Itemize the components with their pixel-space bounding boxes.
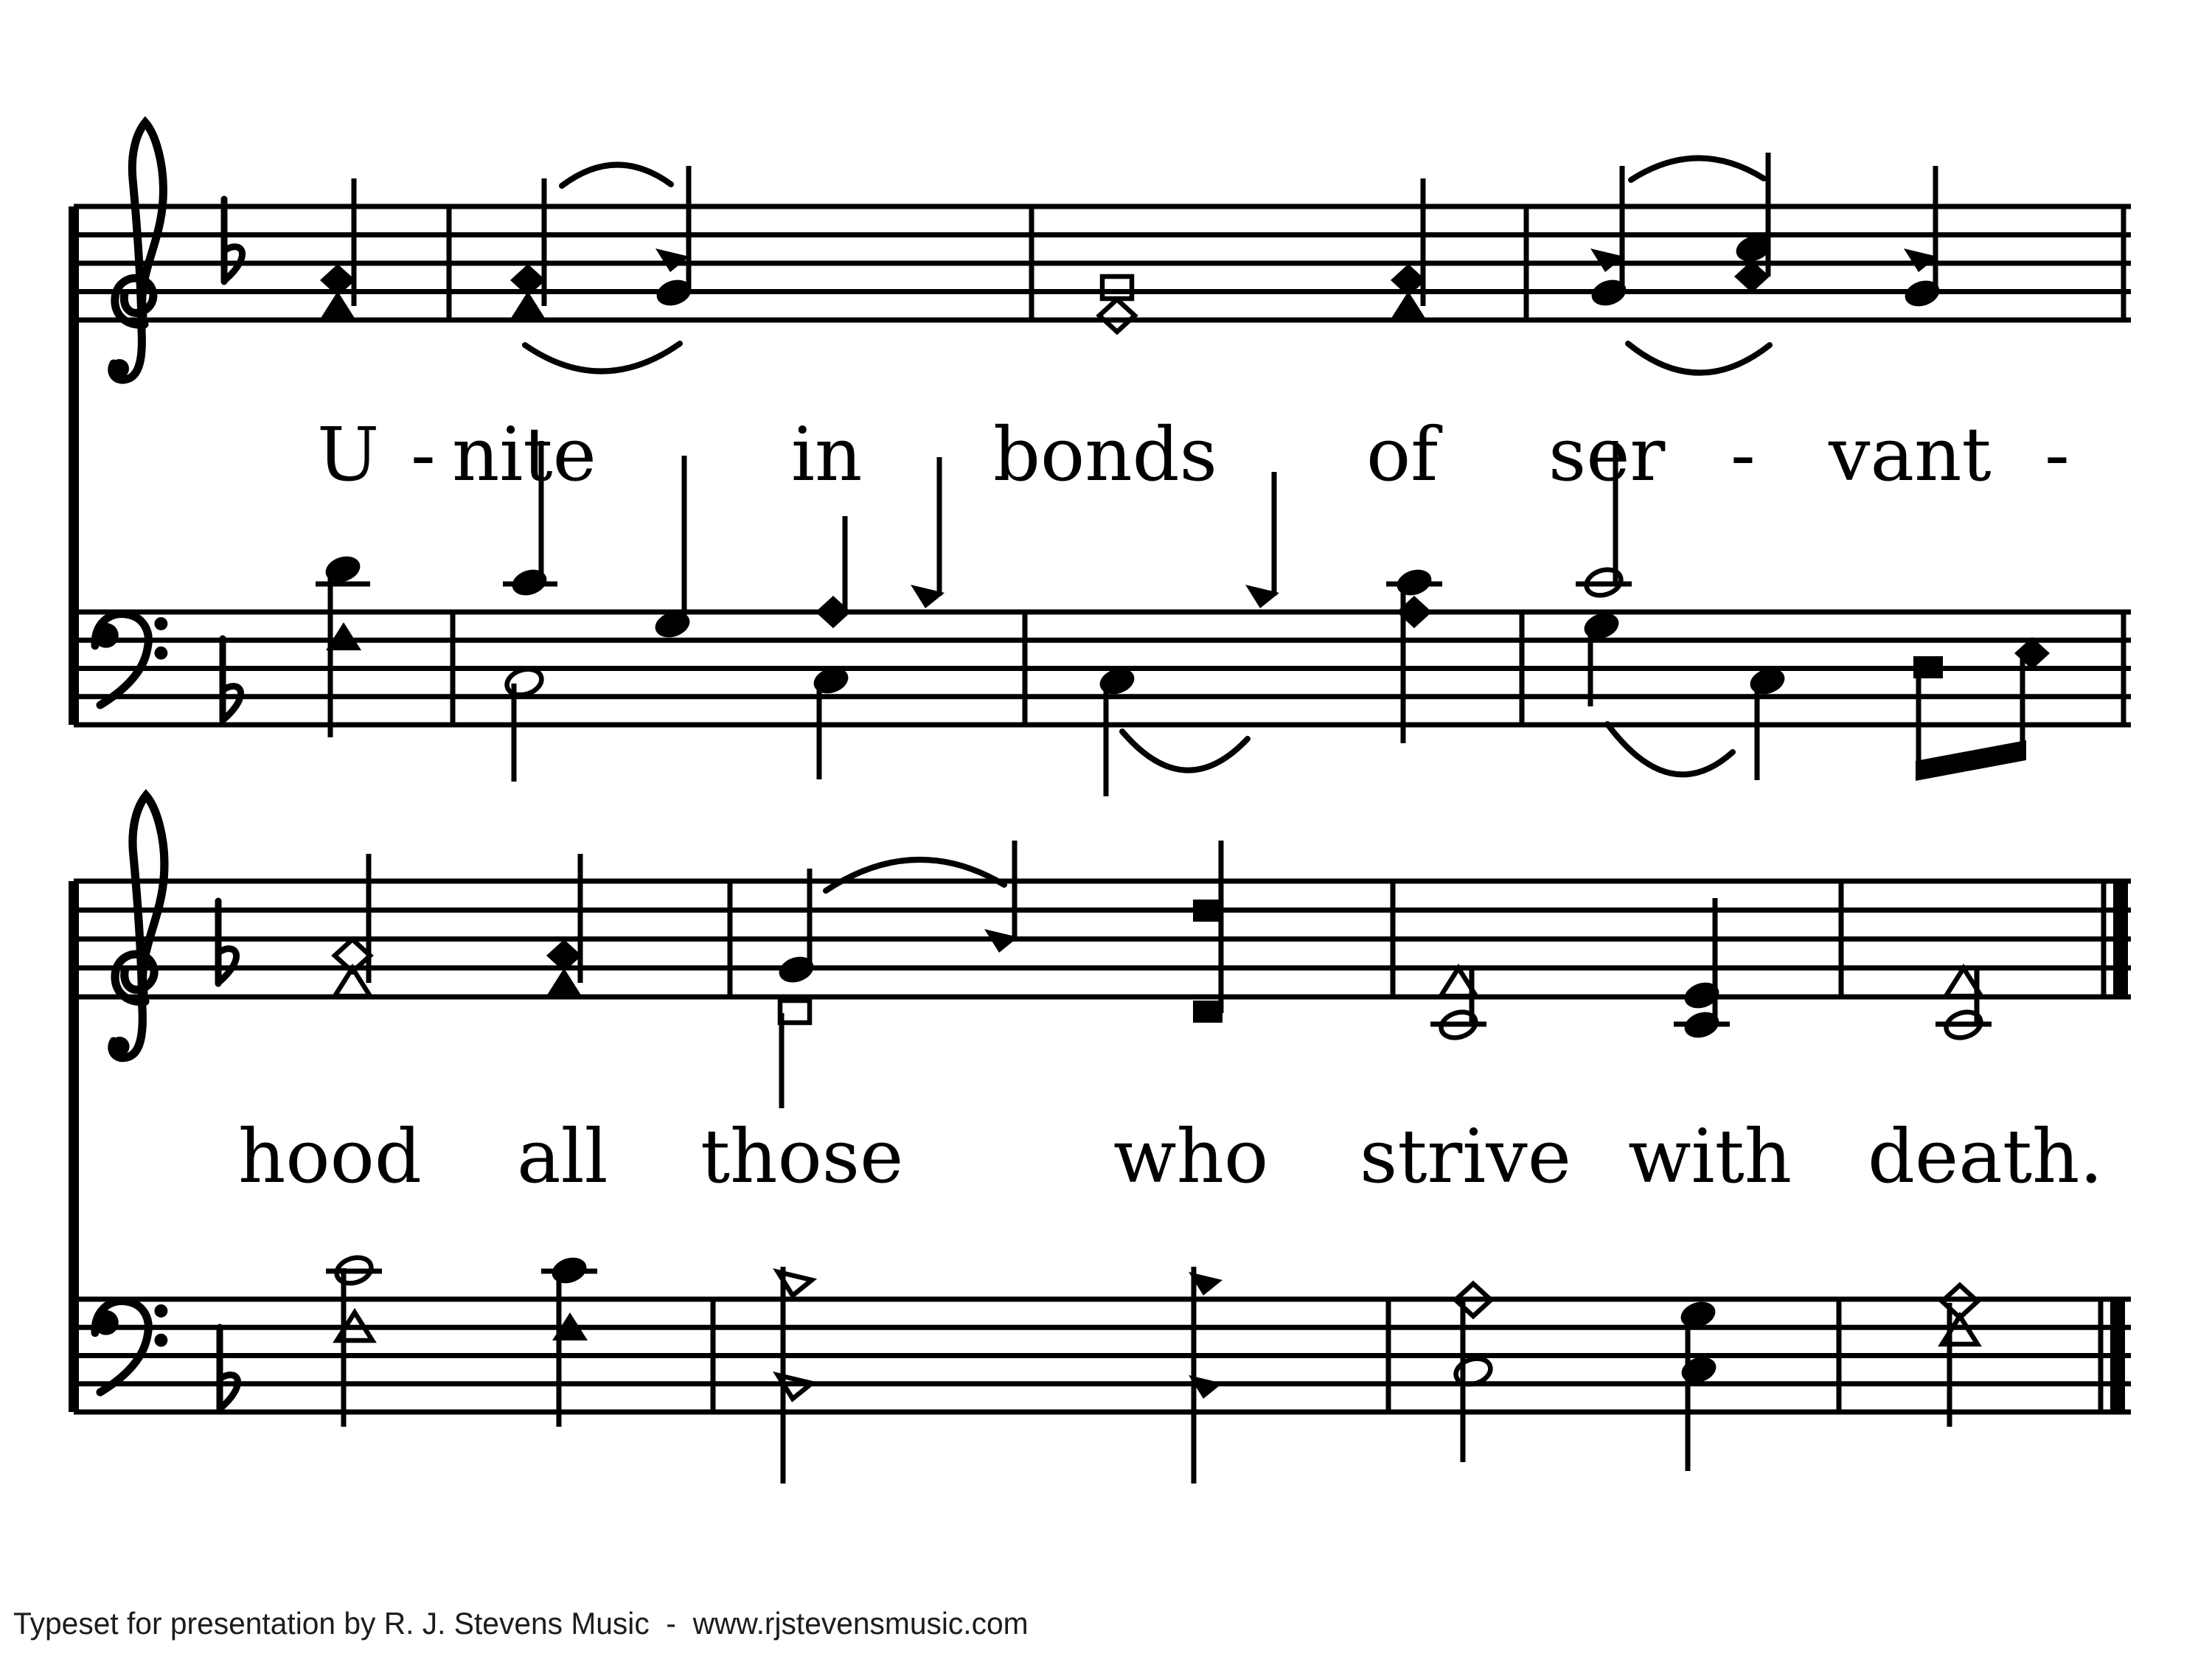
notehead-mi	[1099, 299, 1135, 332]
notehead-do-filled	[546, 968, 582, 996]
notehead-sol	[549, 1253, 590, 1287]
lyric-syllable: U	[317, 411, 380, 498]
treble-clef-icon	[110, 796, 164, 1058]
notehead-fa-filled	[1904, 248, 1938, 272]
notehead-mi-hollow	[1099, 299, 1135, 332]
notehead-sol-filled	[509, 566, 550, 599]
slur	[562, 164, 671, 186]
lyric-syllable: -	[2045, 411, 2070, 498]
slur	[525, 344, 680, 372]
treble-clef-path	[110, 1037, 130, 1057]
bass-clef-icon	[94, 614, 167, 706]
lyric-syllable: death.	[1868, 1113, 2104, 1200]
lyric-syllable: -	[411, 411, 436, 498]
notehead-sol-filled	[549, 1253, 590, 1287]
lyric-syllable: bonds	[993, 411, 1217, 498]
notehead-la-filled	[1193, 900, 1222, 922]
notehead-do	[335, 968, 370, 996]
flat-sign-path	[220, 1327, 238, 1410]
lyric-syllable: with	[1628, 1113, 1792, 1200]
treble-clef-path	[132, 122, 163, 330]
slur	[1628, 344, 1770, 373]
notehead-sol-filled	[1394, 566, 1435, 599]
notehead-fa	[655, 248, 689, 272]
notehead-do	[510, 291, 546, 319]
treble-clef-path	[110, 359, 129, 378]
notehead-sol	[1394, 566, 1435, 599]
slur	[826, 860, 1004, 891]
notehead-fa	[1904, 248, 1938, 272]
lyric-syllable: ser	[1548, 411, 1666, 498]
notehead-la-filled	[1913, 656, 1943, 678]
notehead-la-filled	[1193, 1001, 1222, 1023]
notehead-la-hollow	[1102, 276, 1132, 299]
lyric-syllable: -	[1731, 411, 1756, 498]
notehead-do	[546, 968, 582, 996]
lyric-syllable: of	[1366, 411, 1439, 498]
notehead-la-hollow	[780, 1001, 810, 1023]
notehead-la	[1193, 1001, 1222, 1023]
notehead-la	[1913, 656, 1943, 678]
lyric-syllable: in	[791, 411, 863, 498]
notehead-la	[1193, 900, 1222, 922]
slur	[1631, 158, 1764, 180]
lyric-syllable: those	[700, 1113, 904, 1200]
bass-clef-path	[154, 1304, 167, 1318]
flat-sign-icon	[218, 901, 237, 984]
notehead-do-filled	[320, 291, 355, 319]
bass-clef-path	[154, 647, 167, 660]
notehead-sol	[509, 566, 550, 599]
notehead-la	[780, 1001, 810, 1023]
notehead-fa-filled	[655, 248, 689, 272]
notehead-fa	[1590, 248, 1624, 272]
lyrics-line-2	[0, 1113, 2212, 1217]
eighth-beam	[1916, 740, 2026, 781]
lyric-syllable: strive	[1360, 1113, 1571, 1200]
flat-sign-icon	[224, 199, 243, 282]
slur	[1122, 731, 1248, 771]
notehead-do-hollow	[335, 968, 370, 996]
bass-clef-path	[95, 1301, 148, 1393]
notehead-fa-filled	[1590, 248, 1624, 272]
notehead-do	[320, 291, 355, 319]
bass-clef-path	[95, 614, 148, 706]
flat-sign-path	[223, 639, 241, 721]
bass-clef-path	[154, 1334, 167, 1347]
lyric-syllable: who	[1113, 1113, 1269, 1200]
flat-sign-path	[224, 199, 243, 282]
flat-sign-path	[218, 901, 237, 984]
lyric-syllable: nite	[452, 411, 597, 498]
bass-clef-icon	[94, 1301, 167, 1393]
bass-clef-path	[154, 617, 167, 630]
flat-sign-icon	[220, 1327, 238, 1410]
notehead-la	[1102, 276, 1132, 299]
lyric-syllable: all	[517, 1113, 608, 1200]
lyric-syllable: hood	[238, 1113, 422, 1200]
lyric-syllable: vant	[1829, 411, 1992, 498]
flat-sign-icon	[223, 639, 241, 721]
footer-credit: Typeset for presentation by R. J. Stevens Music - www.rjstevensmusic.com	[13, 1606, 1029, 1641]
lyrics-line-1	[0, 411, 2212, 515]
notehead-do-filled	[510, 291, 546, 319]
slur	[1607, 724, 1733, 774]
treble-clef-path	[133, 796, 164, 1007]
treble-clef-icon	[110, 122, 163, 380]
